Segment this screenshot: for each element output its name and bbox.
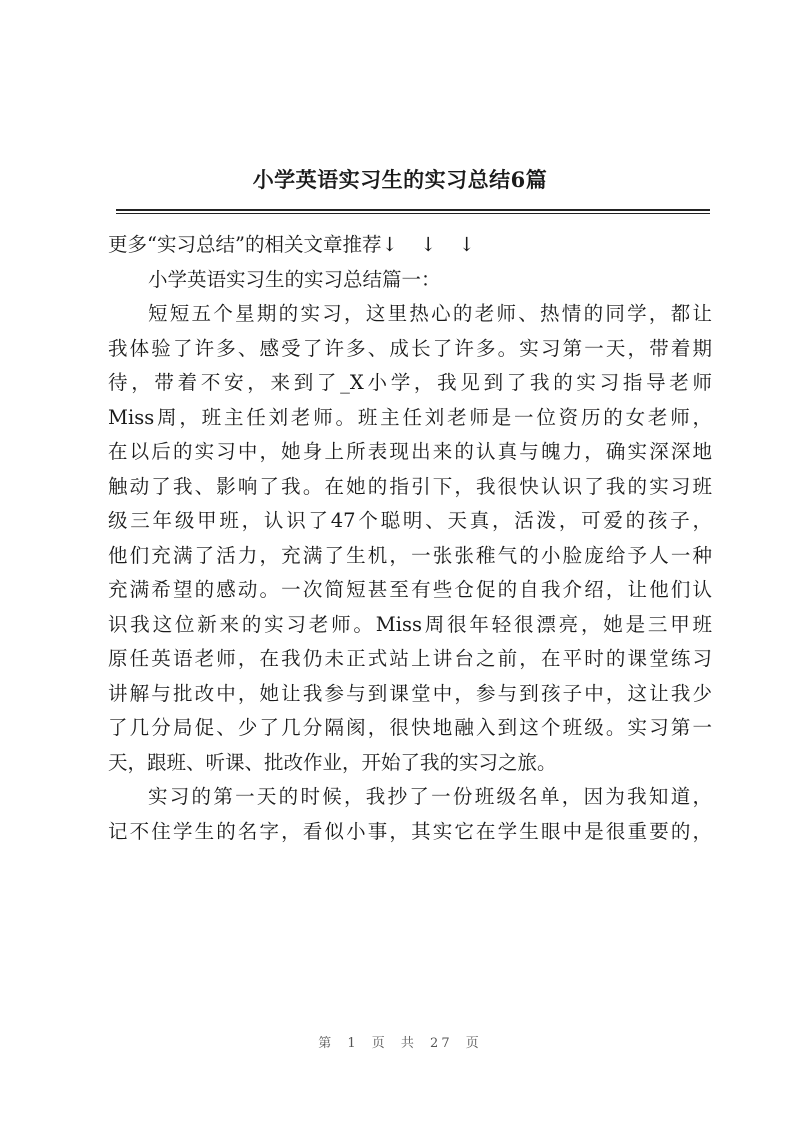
paragraph-line: 级三年级甲班，认识了47个聪明、天真，活泼，可爱的孩子， (108, 509, 712, 532)
paragraph-line: 识我这位新来的实习老师。Miss周很年轻很漂亮，她是三甲班 (108, 612, 712, 636)
paragraph-line: 天，跟班、听课、批改作业，开始了我的实习之旅。 (108, 750, 557, 774)
paragraph-line: 短短五个星期的实习，这里热心的老师、热情的同学，都让 (148, 302, 712, 325)
paragraph-line: Miss周，班主任刘老师。班主任刘老师是一位资历的女老师， (108, 405, 712, 429)
recommend-text: 更多“实习总结”的相关文章推荐 (108, 233, 382, 256)
page-number-footer: 第 1 页 共 27 页 (318, 1036, 482, 1051)
paragraph-line: 记不住学生的名字，看似小事，其实它在学生眼中是很重要的， (108, 819, 712, 843)
paragraph-line: 充满希望的感动。一次简短甚至有些仓促的自我介绍，让他们认 (108, 578, 712, 601)
paragraph-1 (108, 297, 712, 780)
paragraph-line: 在以后的实习中，她身上所表现出来的认真与魄力，确实深深地 (108, 440, 712, 463)
paragraph-line: 他们充满了活力，充满了生机，一张张稚气的小脸庞给予人一种 (108, 543, 712, 567)
paragraph-line: 我体验了许多、感受了许多、成长了许多。实习第一天，带着期 (108, 336, 712, 360)
paragraph-line: 了几分局促、少了几分隔阂，很快地融入到这个班级。实习第一 (108, 716, 712, 739)
document-body (108, 228, 712, 849)
paragraph-line: 待，带着不安，来到了_X小学，我见到了我的实习指导老师 (108, 371, 712, 394)
paragraph-line: 实习的第一天的时候，我抄了一份班级名单，因为我知道， (148, 785, 712, 808)
title-divider (116, 209, 710, 214)
section-heading: 小学英语实习生的实习总结篇一： (148, 267, 441, 291)
document-title: 小学英语实习生的实习总结6篇 (252, 167, 548, 192)
paragraph-line: 讲解与批改中，她让我参与到课堂中，参与到孩子中，这让我少 (108, 681, 712, 705)
down-arrow-icon: ↓ ↓ ↓ (381, 233, 483, 256)
paragraph-line: 触动了我、影响了我。在她的指引下，我很快认识了我的实习班 (108, 474, 712, 498)
paragraph-2 (108, 780, 712, 849)
paragraph-line: 原任英语老师，在我仍未正式站上讲台之前，在平时的课堂练习 (108, 647, 712, 670)
recommend-line (108, 228, 712, 263)
